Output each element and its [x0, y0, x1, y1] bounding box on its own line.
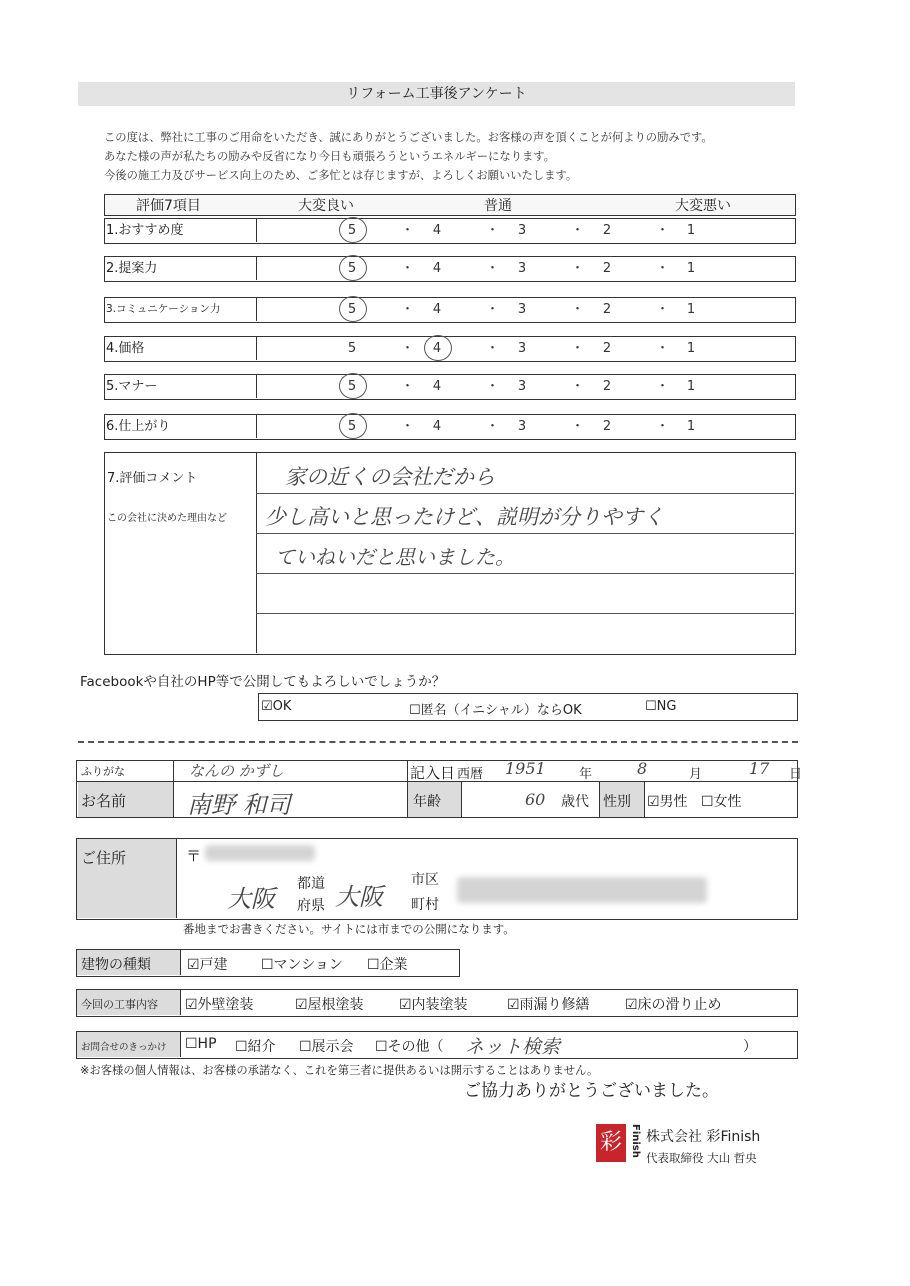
city-unit-top: 市区: [411, 872, 439, 888]
rating-label: 4.価格: [106, 341, 145, 356]
rating-option-1[interactable]: 1: [686, 223, 696, 238]
header-good: 大変良い: [298, 198, 354, 214]
company-logo-side: [628, 1124, 642, 1164]
postal-code-redacted: [205, 845, 315, 861]
company-name: 株式会社 彩Finish: [646, 1129, 761, 1145]
name-label: お名前: [81, 792, 127, 810]
rating-separator: ・: [656, 379, 670, 394]
rating-separator: ・: [486, 341, 500, 356]
comment-line-1: 家の近くの会社だから: [285, 465, 495, 489]
prefecture-value: 大阪: [227, 885, 275, 913]
city-value: 大阪: [335, 883, 383, 911]
comment-box: [104, 452, 796, 655]
rating-separator: ・: [571, 341, 585, 356]
rating-separator: ・: [571, 419, 585, 434]
day-value: 17: [749, 759, 770, 778]
rating-separator: ・: [486, 261, 500, 276]
comment-sublabel: この会社に決めた理由など: [107, 513, 227, 524]
rating-option-2[interactable]: 2: [602, 419, 612, 434]
rating-separator: ・: [486, 302, 500, 317]
rating-separator: ・: [571, 302, 585, 317]
rating-row-divider: [256, 219, 257, 242]
rating-label: 6.仕上がり: [106, 419, 171, 434]
age-unit: 歳代: [561, 794, 589, 810]
rating-option-4[interactable]: 4: [432, 302, 442, 317]
rating-option-1[interactable]: 1: [686, 379, 696, 394]
rating-option-1[interactable]: 1: [686, 419, 696, 434]
inquiry-exhibition-checkbox[interactable]: ☐展示会: [299, 1039, 354, 1055]
rating-option-5[interactable]: 5: [347, 302, 357, 317]
company-representative: 代表取締役 大山 哲央: [646, 1151, 757, 1165]
rating-row-divider: [256, 257, 257, 280]
privacy-note: ※お客様の個人情報は、お客様の承諾なく、これを第三者に提供あるいは開示することはありません。: [80, 1064, 599, 1077]
work-interior-checkbox[interactable]: ☑内装塗装: [399, 997, 468, 1013]
header-items: 評価7項目: [136, 198, 201, 214]
company-logo: [596, 1124, 626, 1162]
rating-separator: ・: [571, 223, 585, 238]
rating-option-5[interactable]: 5: [347, 341, 357, 356]
rating-option-1[interactable]: 1: [686, 302, 696, 317]
building-house-checkbox[interactable]: ☑戸建: [187, 957, 228, 973]
rating-option-4[interactable]: 4: [432, 419, 442, 434]
intro-line-2: あなた様の声が私たちの励みや反省になり今日も頑張ろうというエネルギーになります。: [104, 150, 555, 163]
day-unit: 日: [789, 767, 803, 782]
rating-option-2[interactable]: 2: [602, 379, 612, 394]
rating-option-2[interactable]: 2: [602, 261, 612, 276]
intro-line-3: 今後の施工力及びサービス向上のため、ご多忙とは存じますが、よろしくお願いいたします。: [104, 169, 578, 182]
rating-separator: ・: [571, 379, 585, 394]
name-value: 南野 和司: [187, 791, 291, 819]
furigana-label: ふりがな: [81, 765, 125, 778]
gender-label: 性別: [603, 794, 631, 810]
rating-row: [104, 256, 796, 282]
month-value: 8: [637, 759, 648, 778]
intro-line-1: この度は、弊社に工事のご用命をいただき、誠にありがとうございました。お客様の声を頂くことが何よりの励みです。: [104, 131, 713, 144]
rating-separator: ・: [571, 261, 585, 276]
comment-line-3: ていねいだと思いました。: [275, 545, 515, 569]
inquiry-row: [76, 1031, 798, 1059]
inquiry-other-value: ネット検索: [465, 1036, 561, 1058]
rating-option-3[interactable]: 3: [517, 302, 527, 317]
rating-separator: ・: [486, 419, 500, 434]
work-leak-repair-checkbox[interactable]: ☑雨漏り修繕: [507, 997, 590, 1013]
rating-row: [104, 374, 796, 400]
rating-row: [104, 218, 796, 244]
rating-option-1[interactable]: 1: [686, 341, 696, 356]
rating-option-3[interactable]: 3: [517, 341, 527, 356]
address-label: ご住所: [81, 849, 127, 867]
year-value: 1951: [505, 759, 546, 778]
building-type-row: [76, 949, 460, 977]
rating-option-2[interactable]: 2: [602, 302, 612, 317]
rating-separator: ・: [401, 261, 415, 276]
work-content-row: [76, 989, 798, 1017]
month-unit: 月: [689, 767, 703, 782]
rating-option-2[interactable]: 2: [602, 341, 612, 356]
inquiry-label: お問合せのきっかけ: [81, 1042, 167, 1053]
inquiry-hp-checkbox[interactable]: ☐HP: [185, 1036, 217, 1052]
rating-separator: ・: [401, 419, 415, 434]
rating-option-4[interactable]: 4: [432, 379, 442, 394]
rating-option-4[interactable]: 4: [432, 261, 442, 276]
rating-row: [104, 297, 796, 323]
rating-label: 5.マナー: [106, 379, 158, 394]
company-logo-char: 彩: [599, 1130, 622, 1155]
selected-circle: [339, 296, 367, 322]
customer-info-table: [76, 759, 803, 819]
prefecture-unit-bottom: 府県: [297, 898, 325, 914]
rating-row: [104, 336, 796, 362]
selected-circle: [339, 373, 367, 399]
rating-option-3[interactable]: 3: [517, 261, 527, 276]
rating-row-divider: [256, 375, 257, 398]
rating-label: 2.提案力: [106, 261, 158, 276]
rating-option-5[interactable]: 5: [347, 419, 357, 434]
inquiry-referral-checkbox[interactable]: ☐紹介: [235, 1039, 276, 1055]
rating-separator: ・: [656, 223, 670, 238]
rating-option-5[interactable]: 5: [347, 261, 357, 276]
rating-separator: ・: [486, 379, 500, 394]
page-title: リフォーム工事後アンケート: [78, 82, 795, 106]
rating-label: 1.おすすめ度: [106, 223, 184, 238]
gender-female-checkbox[interactable]: ☐女性: [701, 794, 742, 810]
rating-option-1[interactable]: 1: [686, 261, 696, 276]
selected-circle: [339, 413, 367, 439]
inquiry-close-paren: ）: [743, 1039, 757, 1055]
rating-option-3[interactable]: 3: [517, 419, 527, 434]
selected-circle: [339, 217, 367, 243]
rating-separator: ・: [656, 341, 670, 356]
inquiry-other-checkbox[interactable]: ☐その他（: [375, 1039, 444, 1055]
rating-option-5[interactable]: 5: [347, 379, 357, 394]
company-logo-side-text: Finish: [630, 1124, 641, 1158]
building-company-checkbox[interactable]: ☐企業: [367, 957, 408, 973]
rating-separator: ・: [656, 261, 670, 276]
postal-mark: 〒: [186, 847, 202, 865]
rating-option-4[interactable]: 4: [432, 341, 442, 356]
work-label: 今回の工事内容: [81, 998, 158, 1011]
publish-anonymous-checkbox[interactable]: ☐匿名（イニシャル）ならOK: [409, 703, 582, 718]
rating-row-divider: [256, 337, 257, 360]
rating-option-3[interactable]: 3: [517, 223, 527, 238]
publish-question: Facebookや自社のHP等で公開してもよろしいでしょうか？: [80, 674, 446, 690]
rating-separator: ・: [656, 419, 670, 434]
rating-separator: ・: [401, 223, 415, 238]
rating-label: 3.コミュニケーション力: [106, 303, 221, 315]
age-label: 年齢: [413, 794, 441, 810]
comment-label: 7.評価コメント: [107, 471, 198, 486]
year-unit: 年: [579, 767, 593, 782]
rating-option-5[interactable]: 5: [347, 223, 357, 238]
address-note: 番地までお書きください。サイトには市までの公開になります。: [183, 922, 515, 936]
rating-row-divider: [256, 415, 257, 438]
comment-line-2: 少し高いと思ったけど、説明が分りやすく: [265, 505, 664, 529]
selected-circle: [424, 335, 452, 361]
rating-row-divider: [256, 298, 257, 321]
cut-line: [78, 741, 798, 743]
gender-male-checkbox[interactable]: ☑男性: [647, 794, 688, 810]
header-bad: 大変悪い: [675, 198, 731, 214]
rating-option-2[interactable]: 2: [602, 223, 612, 238]
prefecture-unit-top: 都道: [297, 876, 325, 892]
selected-circle: [339, 255, 367, 281]
work-exterior-checkbox[interactable]: ☑外壁塗装: [185, 997, 254, 1013]
rating-row: [104, 414, 796, 440]
rating-separator: ・: [486, 223, 500, 238]
building-label: 建物の種類: [81, 957, 151, 973]
work-roof-checkbox[interactable]: ☑屋根塗装: [295, 997, 364, 1013]
street-address-redacted: [457, 877, 707, 903]
city-unit-bottom: 町村: [411, 897, 439, 913]
publish-ok-checkbox[interactable]: ☑OK: [261, 699, 292, 714]
publish-options-box: [258, 693, 798, 721]
rating-separator: ・: [656, 302, 670, 317]
era-label: 西暦: [457, 767, 484, 782]
rating-option-3[interactable]: 3: [517, 379, 527, 394]
publish-ng-checkbox[interactable]: ☐NG: [645, 699, 677, 714]
age-value: 60: [525, 790, 546, 809]
address-table: [76, 838, 798, 920]
rating-separator: ・: [401, 302, 415, 317]
thanks-message: ご協力ありがとうございました。: [464, 1081, 719, 1101]
rating-option-4[interactable]: 4: [432, 223, 442, 238]
date-label: 記入日: [410, 764, 456, 782]
rating-separator: ・: [401, 379, 415, 394]
furigana-value: なんの かずし: [189, 762, 284, 780]
rating-separator: ・: [401, 341, 415, 356]
building-mansion-checkbox[interactable]: ☐マンション: [261, 957, 343, 973]
header-normal: 普通: [484, 198, 512, 214]
work-floor-nonslip-checkbox[interactable]: ☑床の滑り止め: [625, 997, 722, 1013]
